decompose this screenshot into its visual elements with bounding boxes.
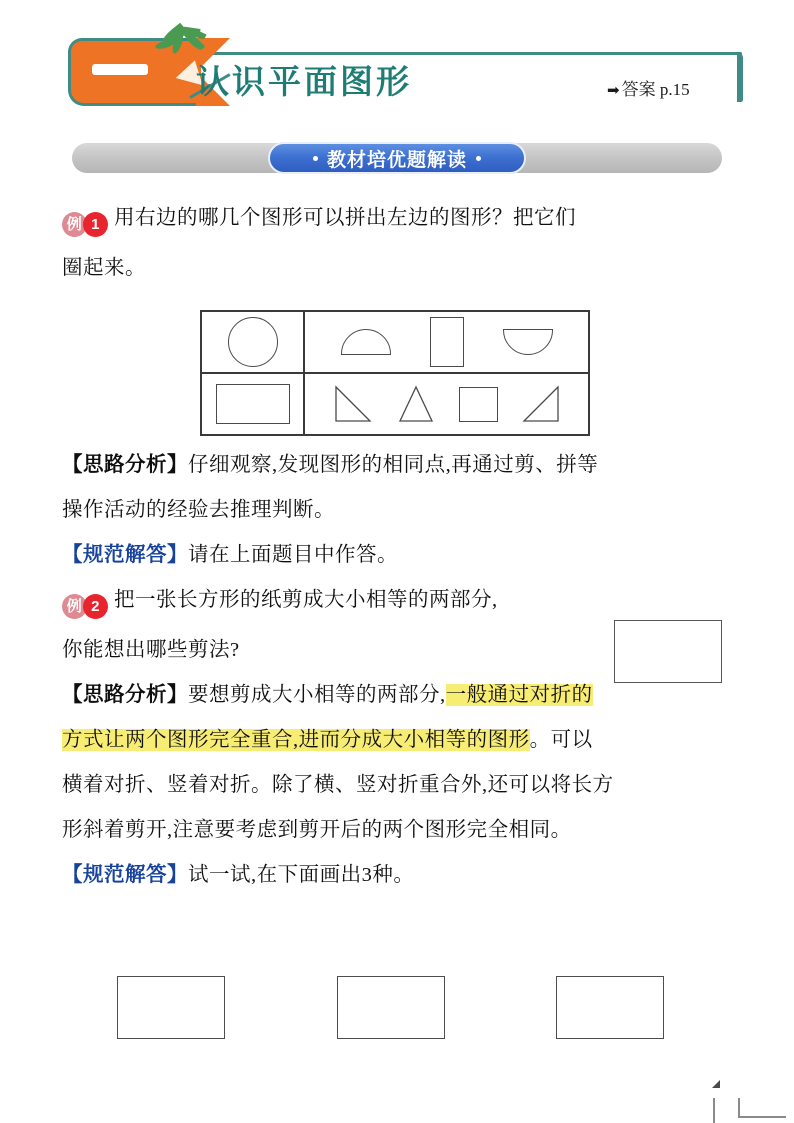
example1-analysis-line-1 [62,443,738,488]
semicircle-up-shape[interactable] [341,329,391,355]
example-badge-number: 1 [83,212,108,237]
shapes-target-cell [202,312,305,372]
example2-analysis-highlight-2: 方式让两个图形完全重合,进而分成大小相等的图形 [62,729,530,751]
dot-icon [476,156,481,161]
example2-work-box[interactable] [614,620,722,683]
header-rule [148,52,742,55]
header-rule-end-cap [737,52,743,102]
footer-corner-mark [712,1076,721,1085]
example1-solution-label: 【规范解答】 [62,544,188,566]
example2-analysis-text-plain-1: 要想剪成大小相等的两部分, [188,684,446,706]
example2-badge [62,583,108,628]
example1-analysis-label: 【思路分析】 [62,454,188,476]
circle-shape [228,317,278,367]
example2-analysis-highlight-1: 一般通过对折的 [445,684,593,706]
footer-tick-left [713,1098,715,1123]
example2-question-line-2: 你能想出哪些剪法? [62,639,240,661]
shapes-option-cell [305,312,588,372]
shapes-table-row [202,374,588,434]
example2-analysis-line-3: 横着对折、竖着对折。除了横、竖对折重合外,还可以将长方 [62,774,614,796]
answer-box-3[interactable] [556,976,664,1039]
rectangle-wide-shape [216,384,290,424]
answer-reference [607,75,690,100]
example1-analysis-text-1: 仔细观察,发现图形的相同点,再通过剪、拼等 [188,454,599,476]
isosceles-triangle-shape[interactable] [396,384,436,424]
example1-question-line-1 [62,196,738,246]
example2-solution-text: 试一试,在下面画出3种。 [188,864,415,886]
answer-boxes-group [90,976,710,1044]
example2-question-text-1: 把一张长方形的纸剪成大小相等的两部分, [114,589,498,611]
right-triangle-left-shape[interactable] [333,384,373,424]
example1-solution-line [62,533,738,578]
answer-reference-label: 答案 p.15 [621,80,690,99]
example2-solution-label: 【规范解答】 [62,864,188,886]
example-badge-char: 例 [62,594,87,619]
example1-solution-text: 请在上面题目中作答。 [188,544,398,566]
shapes-option-cell [305,374,588,434]
arrow-right-icon: ➡ [607,83,620,99]
example-badge-char: 例 [62,212,87,237]
chapter-number-bar [92,64,148,75]
answer-box-2[interactable] [337,976,445,1039]
right-triangle-right-shape[interactable] [521,384,561,424]
example1-badge [62,201,108,246]
shapes-table-row [202,312,588,374]
shapes-table [200,310,590,436]
shapes-target-cell [202,374,305,434]
footer-rule [738,1116,786,1118]
footer-tick-right [738,1098,740,1118]
example1-analysis-line-2: 操作活动的经验去推理判断。 [62,499,335,521]
example1-question-text-1: 用右边的哪几个图形可以拼出左边的图形？把它们 [114,207,576,229]
example2-analysis-text-plain-2: 。可以 [529,729,593,751]
page-content [62,196,738,898]
semicircle-down-shape[interactable] [503,329,553,355]
section-banner-label: 教材培优题解读 [326,149,467,171]
example-badge-number: 2 [83,594,108,619]
page-header [0,0,794,125]
example1-question-line-2: 圈起来。 [62,257,146,279]
example2-analysis-line-2 [62,718,738,763]
example2-solution-line [62,853,738,898]
chapter-title: 认识平面图形 [196,63,412,100]
square-shape[interactable] [459,387,498,422]
dot-icon [313,156,318,161]
example2-analysis-line-4: 形斜着剪开,注意要考虑到剪开后的两个图形完全相同。 [62,819,572,841]
example2-analysis-label: 【思路分析】 [62,684,188,706]
answer-box-1[interactable] [117,976,225,1039]
rectangle-tall-shape[interactable] [430,317,464,367]
section-banner-pill [268,142,526,174]
